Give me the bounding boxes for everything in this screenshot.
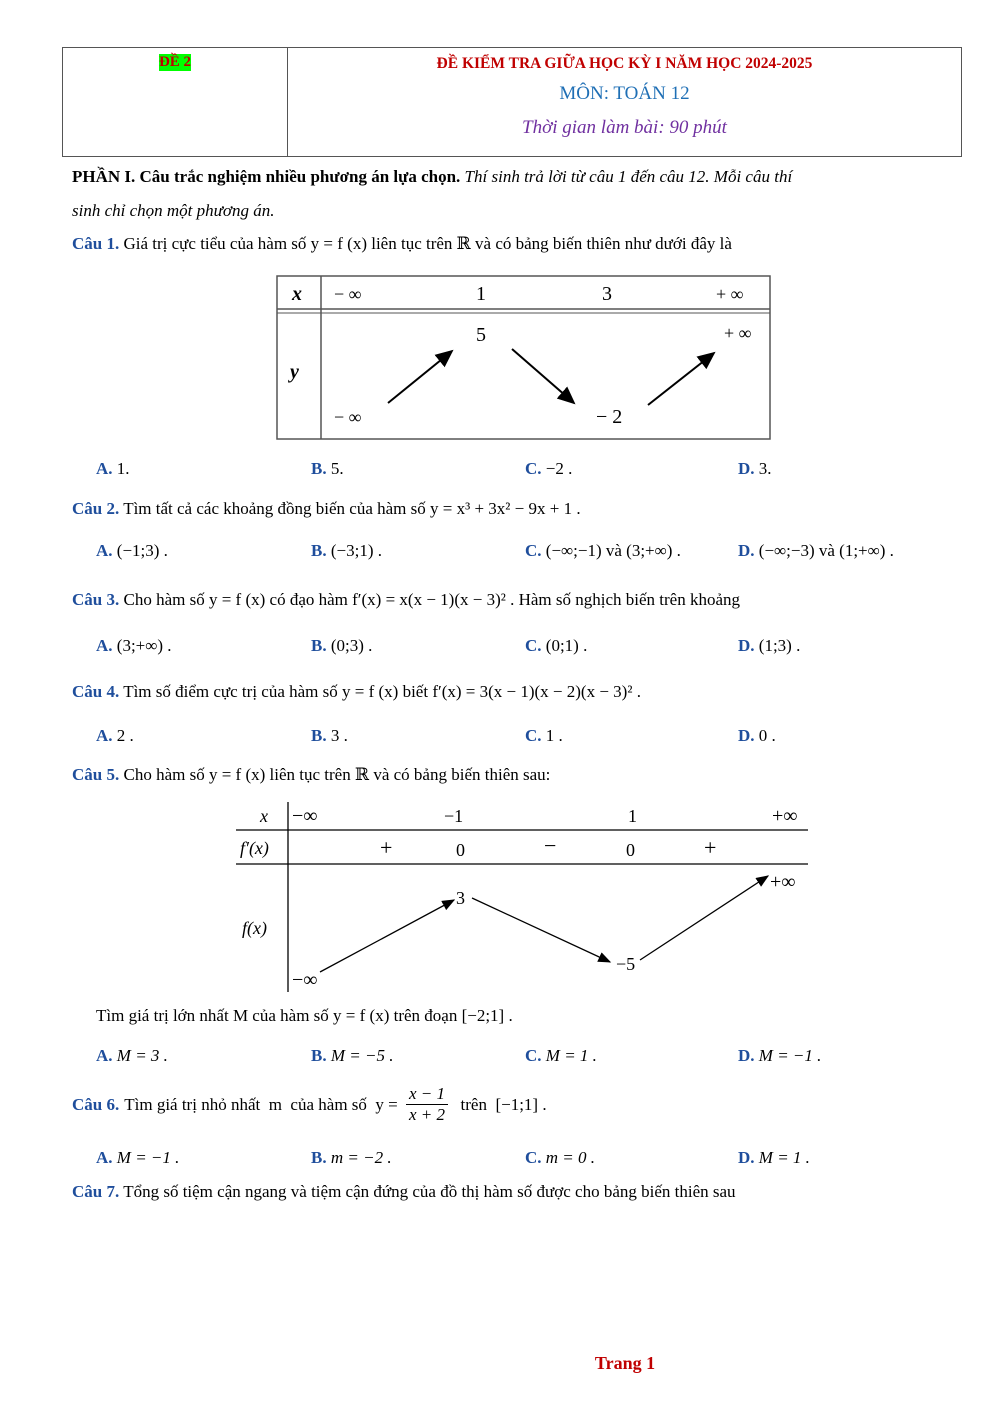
option-a[interactable]: A. (−1;3) . bbox=[96, 541, 168, 560]
option-b[interactable]: B. (0;3) . bbox=[311, 636, 373, 655]
option-c[interactable]: C. (0;1) . bbox=[525, 636, 588, 655]
option-a[interactable]: A. 1. bbox=[96, 459, 130, 478]
variation-table-1 bbox=[276, 275, 772, 441]
decrease-arrow bbox=[472, 898, 610, 962]
y-value: 5 bbox=[476, 324, 486, 346]
question-1 bbox=[72, 234, 732, 254]
option-c[interactable]: C. M = 1 . bbox=[525, 1046, 597, 1065]
fraction bbox=[406, 1084, 448, 1125]
option-b[interactable]: B. M = −5 . bbox=[311, 1046, 394, 1065]
question-text: Tổng số tiệm cận ngang và tiệm cận đứng của đồ thị hàm số được cho bảng biến thiên sau bbox=[123, 1182, 736, 1201]
header-table bbox=[62, 47, 962, 157]
exam-duration: Thời gian làm bài: 90 phút bbox=[522, 117, 727, 138]
option-b[interactable]: B. m = −2 . bbox=[311, 1148, 392, 1167]
increase-arrow bbox=[320, 900, 454, 972]
option-a[interactable]: A. M = −1 . bbox=[96, 1148, 180, 1167]
increase-arrow bbox=[640, 876, 768, 960]
y-value: + ∞ bbox=[724, 323, 752, 343]
option-b[interactable]: B. 5. bbox=[311, 459, 344, 478]
option-d[interactable]: D. M = 1 . bbox=[738, 1148, 810, 1167]
x-value: −∞ bbox=[292, 805, 318, 827]
question-number: Câu 5. bbox=[72, 765, 120, 784]
x-value: 1 bbox=[476, 283, 486, 305]
option-b[interactable]: B. 3 . bbox=[311, 726, 348, 745]
sign: + bbox=[704, 835, 717, 860]
x-value: 1 bbox=[628, 806, 637, 826]
question-text: Tìm số điểm cực trị của hàm số y = f (x) biết f′(x) = 3(x − 1)(x − 2)(x − 3)² . bbox=[123, 682, 641, 701]
x-value: + ∞ bbox=[716, 284, 744, 304]
option-d[interactable]: D. M = −1 . bbox=[738, 1046, 822, 1065]
fraction-numerator: x − 1 bbox=[406, 1084, 448, 1105]
option-d[interactable]: D. 3. bbox=[738, 459, 772, 478]
question-number: Câu 1. bbox=[72, 234, 120, 253]
option-d[interactable]: D. 0 . bbox=[738, 726, 776, 745]
part1-intro bbox=[72, 160, 952, 228]
variation-table-2 bbox=[236, 800, 810, 992]
option-a[interactable]: A. 2 . bbox=[96, 726, 134, 745]
y-value: − 2 bbox=[596, 406, 623, 428]
question-number: Câu 2. bbox=[72, 499, 120, 518]
sign: − bbox=[544, 833, 557, 858]
question-text: Cho hàm số y = f (x) có đạo hàm f′(x) = x(x − 1)(x − 3)² . Hàm số nghịch biến trên khoảng bbox=[123, 590, 741, 609]
increase-arrow bbox=[388, 351, 452, 403]
question-number: Câu 4. bbox=[72, 682, 120, 701]
question-7 bbox=[72, 1182, 736, 1202]
option-a[interactable]: A. (3;+∞) . bbox=[96, 636, 172, 655]
question-2 bbox=[72, 499, 581, 519]
fprime-label: f′(x) bbox=[240, 838, 269, 858]
decrease-arrow bbox=[512, 349, 574, 403]
part1-instruction: Thí sinh trả lời từ câu 1 đến câu 12. Mỗi câu thí bbox=[460, 167, 793, 186]
f-label: f(x) bbox=[242, 918, 267, 938]
increase-arrow bbox=[648, 353, 714, 405]
question-4 bbox=[72, 682, 641, 702]
question-number: Câu 6. bbox=[72, 1094, 120, 1114]
x-value: − ∞ bbox=[334, 284, 362, 304]
option-c[interactable]: C. (−∞;−1) và (3;+∞) . bbox=[525, 541, 681, 560]
exam-title: ĐỀ KIỂM TRA GIỮA HỌC KỲ I NĂM HỌC 2024-2025 bbox=[436, 55, 813, 72]
y-label: y bbox=[290, 361, 299, 383]
x-value: +∞ bbox=[772, 805, 798, 827]
f-value: 3 bbox=[456, 888, 465, 908]
sign: 0 bbox=[456, 840, 465, 860]
question-number: Câu 7. bbox=[72, 1182, 120, 1201]
f-value: −∞ bbox=[292, 969, 318, 991]
part1-heading: PHẦN I. Câu trắc nghiệm nhiều phương án lựa chọn. bbox=[72, 167, 461, 186]
question-text: Giá trị cực tiểu của hàm số y = f (x) liên tục trên ℝ và có bảng biến thiên như dưới đây là bbox=[123, 234, 732, 253]
question-text-after: trên [−1;1] . bbox=[452, 1094, 547, 1114]
option-c[interactable]: C. −2 . bbox=[525, 459, 573, 478]
f-value: +∞ bbox=[770, 871, 796, 893]
question-6 bbox=[72, 1084, 547, 1125]
question-5 bbox=[72, 765, 550, 785]
y-value: − ∞ bbox=[334, 407, 362, 427]
fraction-denominator: x + 2 bbox=[409, 1105, 446, 1124]
option-b[interactable]: B. (−3;1) . bbox=[311, 541, 382, 560]
sign: 0 bbox=[626, 840, 635, 860]
question-number: Câu 3. bbox=[72, 590, 120, 609]
option-c[interactable]: C. 1 . bbox=[525, 726, 563, 745]
exam-subject: MÔN: TOÁN 12 bbox=[559, 83, 690, 104]
question-text: Tìm tất cả các khoảng đồng biến của hàm số y = x³ + 3x² − 9x + 1 . bbox=[123, 499, 581, 518]
question-text: Tìm giá trị nhỏ nhất m của hàm số y = bbox=[124, 1094, 402, 1114]
sign: + bbox=[380, 835, 393, 860]
question-text: Cho hàm số y = f (x) liên tục trên ℝ và có bảng biến thiên sau: bbox=[123, 765, 551, 784]
page-number: Trang 1 bbox=[594, 1353, 656, 1373]
x-label: x bbox=[260, 806, 268, 826]
option-a[interactable]: A. M = 3 . bbox=[96, 1046, 168, 1065]
option-d[interactable]: D. (−∞;−3) và (1;+∞) . bbox=[738, 541, 894, 560]
option-c[interactable]: C. m = 0 . bbox=[525, 1148, 596, 1167]
question-3 bbox=[72, 590, 740, 610]
part1-instruction-2: sinh chỉ chọn một phương án. bbox=[72, 201, 275, 220]
exam-code: ĐỀ 2 bbox=[158, 54, 192, 70]
x-value: 3 bbox=[602, 283, 612, 305]
option-d[interactable]: D. (1;3) . bbox=[738, 636, 801, 655]
x-label: x bbox=[292, 283, 302, 305]
f-value: −5 bbox=[616, 954, 636, 974]
x-value: −1 bbox=[444, 806, 464, 826]
question-5-prompt: Tìm giá trị lớn nhất M của hàm số y = f (x) trên đoạn [−2;1] . bbox=[96, 1006, 513, 1025]
